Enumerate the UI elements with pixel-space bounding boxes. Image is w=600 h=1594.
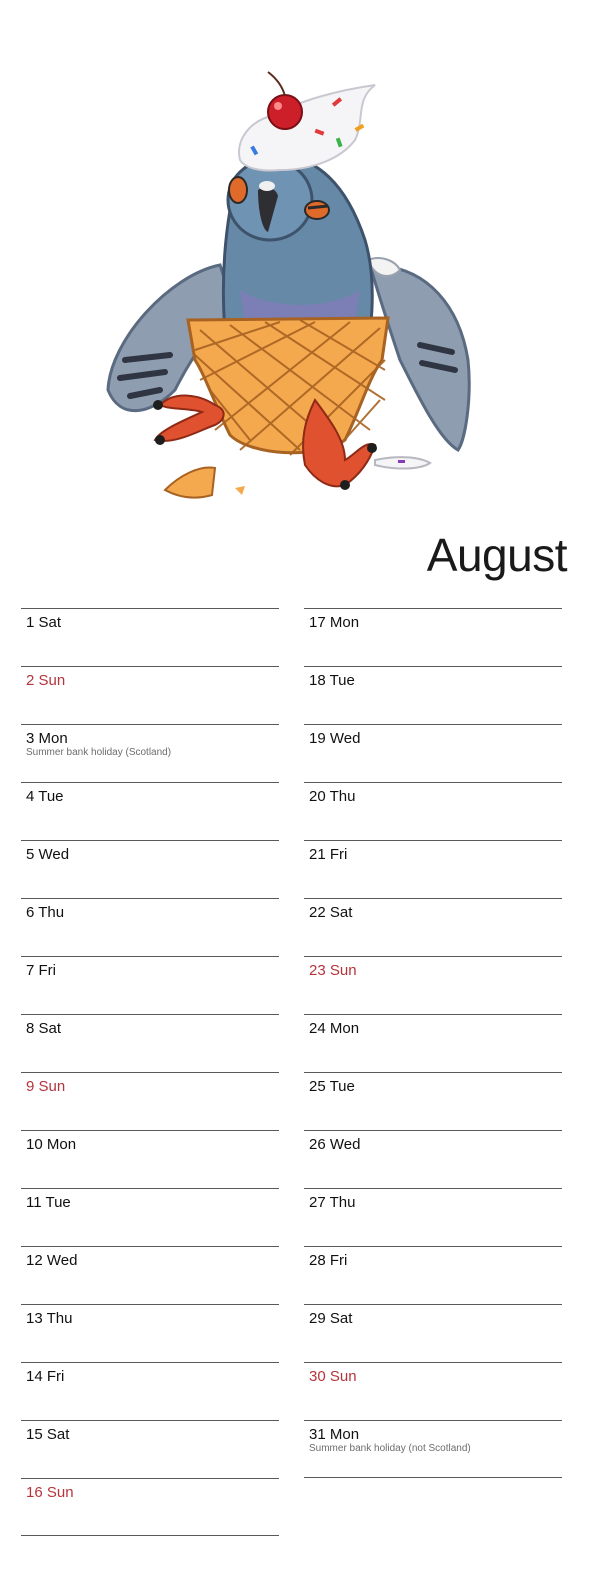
day-row (21, 1478, 279, 1536)
day-row (21, 724, 279, 782)
day-label: 25 Tue (309, 1078, 355, 1095)
day-row (304, 608, 562, 666)
day-label: 7 Fri (26, 962, 56, 979)
day-label: 10 Mon (26, 1136, 77, 1153)
day-row (304, 1130, 562, 1188)
day-row (304, 724, 562, 782)
day-label: 4 Tue (26, 788, 64, 805)
days-column-left (21, 608, 279, 1536)
day-label: 5 Wed (26, 846, 70, 863)
day-row (21, 898, 279, 956)
day-label: 2 Sun (26, 672, 66, 689)
day-label: 21 Fri (309, 846, 348, 863)
day-row (21, 1362, 279, 1420)
day-label: 6 Thu (26, 904, 65, 921)
day-row (21, 840, 279, 898)
day-label: 13 Thu (26, 1310, 73, 1327)
day-label: 30 Sun (309, 1368, 357, 1385)
day-label: 15 Sat (26, 1426, 70, 1443)
day-label: 9 Sun (26, 1078, 66, 1095)
day-label: 1 Sat (26, 614, 62, 631)
day-label: 18 Tue (309, 672, 355, 689)
day-note: Summer bank holiday (not Scotland) (309, 1443, 471, 1454)
day-label: 31 Mon (309, 1426, 360, 1443)
day-row (21, 1420, 279, 1478)
day-row (304, 782, 562, 840)
day-row (304, 1072, 562, 1130)
day-row (21, 1130, 279, 1188)
day-label: 29 Sat (309, 1310, 353, 1327)
day-row (21, 782, 279, 840)
day-row (21, 666, 279, 724)
day-row (304, 898, 562, 956)
pigeon-with-ice-cream-cone-icon (100, 60, 500, 510)
day-label: 20 Thu (309, 788, 356, 805)
day-row (21, 1246, 279, 1304)
day-row (304, 1304, 562, 1362)
day-label: 12 Wed (26, 1252, 78, 1269)
day-label: 11 Tue (26, 1194, 71, 1211)
day-row (304, 1014, 562, 1072)
day-row (304, 1188, 562, 1246)
day-label: 28 Fri (309, 1252, 348, 1269)
day-label: 8 Sat (26, 1020, 62, 1037)
day-label: 16 Sun (26, 1484, 74, 1501)
day-label: 17 Mon (309, 614, 360, 631)
days-column-right (304, 608, 562, 1478)
day-row (21, 1304, 279, 1362)
day-label: 14 Fri (26, 1368, 65, 1385)
day-label: 27 Thu (309, 1194, 356, 1211)
day-row (21, 1072, 279, 1130)
day-label: 26 Wed (309, 1136, 361, 1153)
day-row (304, 840, 562, 898)
day-label: 3 Mon (26, 730, 68, 747)
day-row (21, 956, 279, 1014)
day-row (21, 608, 279, 666)
day-row (304, 1420, 562, 1478)
day-label: 22 Sat (309, 904, 353, 921)
day-note: Summer bank holiday (Scotland) (26, 747, 172, 758)
day-row (304, 956, 562, 1014)
day-label: 23 Sun (309, 962, 357, 979)
day-row (21, 1188, 279, 1246)
day-label: 19 Wed (309, 730, 361, 747)
day-row (21, 1014, 279, 1072)
day-row (304, 1362, 562, 1420)
day-row (304, 1246, 562, 1304)
day-label: 24 Mon (309, 1020, 360, 1037)
month-title: August (426, 529, 567, 581)
day-row (304, 666, 562, 724)
